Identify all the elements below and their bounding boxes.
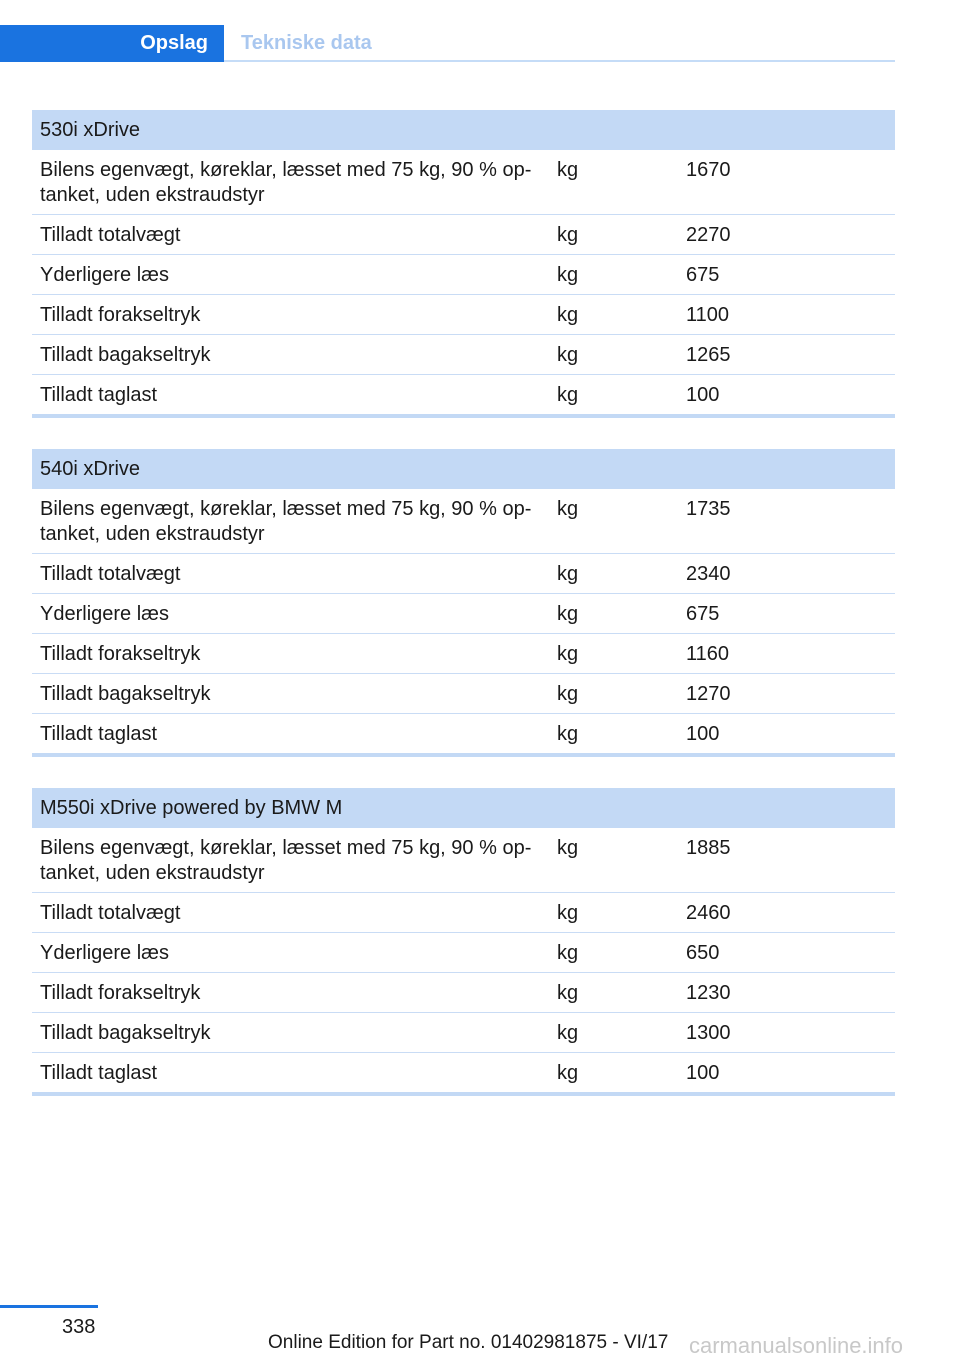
row-unit: kg xyxy=(557,344,579,366)
row-unit: kg xyxy=(557,982,579,1004)
row-unit: kg xyxy=(557,902,579,924)
table-row xyxy=(32,674,895,714)
table-row xyxy=(32,973,895,1013)
row-value: 1735 xyxy=(686,498,731,520)
row-value: 1160 xyxy=(686,643,730,665)
row-unit: kg xyxy=(557,942,579,964)
row-label: Tilladt bagakseltryk xyxy=(40,683,211,705)
table-row xyxy=(32,828,895,893)
row-unit: kg xyxy=(557,1022,579,1044)
row-value: 100 xyxy=(686,723,720,745)
row-unit: kg xyxy=(557,304,579,326)
row-value: 1670 xyxy=(686,159,731,181)
tab-opslag[interactable]: Opslag xyxy=(0,25,224,62)
row-label: Bilens egenvægt, køreklar, læsset med 75 kg, 90 % op-tanket, uden ekstraudstyr xyxy=(40,498,532,545)
row-value: 1885 xyxy=(686,837,731,859)
row-value: 2460 xyxy=(686,902,731,924)
row-label: Tilladt bagakseltryk xyxy=(40,344,211,366)
row-label: Tilladt forakseltryk xyxy=(40,304,201,326)
row-label: Tilladt totalvægt xyxy=(40,563,181,585)
table-row xyxy=(32,335,895,375)
row-value: 675 xyxy=(686,264,720,286)
row-label: Yderligere læs xyxy=(40,603,169,625)
table-row xyxy=(32,714,895,757)
table-row xyxy=(32,1053,895,1096)
row-label: Bilens egenvægt, køreklar, læsset med 75 kg, 90 % op-tanket, uden ekstraudstyr xyxy=(40,159,532,206)
row-label: Tilladt totalvægt xyxy=(40,224,181,246)
row-unit: kg xyxy=(557,159,579,181)
table-row xyxy=(32,375,895,418)
row-unit: kg xyxy=(557,264,579,286)
row-label: Tilladt taglast xyxy=(40,1062,158,1084)
row-value: 1230 xyxy=(686,982,731,1004)
row-unit: kg xyxy=(557,837,579,859)
row-unit: kg xyxy=(557,1062,579,1084)
page-number: 338 xyxy=(62,1316,96,1338)
tab-tekniske-data[interactable]: Tekniske data xyxy=(241,32,372,54)
footer-divider xyxy=(0,1305,98,1308)
table-row xyxy=(32,215,895,255)
row-label: Tilladt bagakseltryk xyxy=(40,1022,211,1044)
row-label: Tilladt taglast xyxy=(40,723,158,745)
row-value: 1270 xyxy=(686,683,731,705)
row-unit: kg xyxy=(557,224,579,246)
table-row xyxy=(32,489,895,554)
table-row xyxy=(32,893,895,933)
row-label: Tilladt forakseltryk xyxy=(40,643,201,665)
row-value: 1100 xyxy=(686,304,730,326)
row-unit: kg xyxy=(557,563,579,585)
row-value: 100 xyxy=(686,1062,720,1084)
table-row xyxy=(32,594,895,634)
row-value: 650 xyxy=(686,942,720,964)
header-divider xyxy=(224,60,895,62)
row-value: 675 xyxy=(686,603,720,625)
spec-table-540i xyxy=(32,449,895,757)
row-value: 1300 xyxy=(686,1022,731,1044)
table-row xyxy=(32,1013,895,1053)
row-unit: kg xyxy=(557,603,579,625)
row-label: Tilladt forakseltryk xyxy=(40,982,201,1004)
table-title: 530i xDrive xyxy=(32,110,895,150)
table-row xyxy=(32,150,895,215)
row-value: 1265 xyxy=(686,344,731,366)
edition-text: Online Edition for Part no. 01402981875 - VI/17 xyxy=(268,1332,669,1353)
spec-table-m550i xyxy=(32,788,895,1096)
table-row xyxy=(32,933,895,973)
row-label: Tilladt taglast xyxy=(40,384,158,406)
row-label: Yderligere læs xyxy=(40,942,169,964)
row-label: Tilladt totalvægt xyxy=(40,902,181,924)
table-title: 540i xDrive xyxy=(32,449,895,489)
row-unit: kg xyxy=(557,498,579,520)
table-title: M550i xDrive powered by BMW M xyxy=(32,788,895,828)
row-value: 2270 xyxy=(686,224,731,246)
row-unit: kg xyxy=(557,723,579,745)
row-unit: kg xyxy=(557,683,579,705)
page-header xyxy=(0,25,895,62)
row-value: 2340 xyxy=(686,563,731,585)
row-value: 100 xyxy=(686,384,720,406)
row-label: Yderligere læs xyxy=(40,264,169,286)
row-unit: kg xyxy=(557,643,579,665)
watermark-logo: carmanualsonline.info xyxy=(689,1333,904,1358)
table-row xyxy=(32,554,895,594)
row-unit: kg xyxy=(557,384,579,406)
table-row xyxy=(32,634,895,674)
table-row xyxy=(32,295,895,335)
table-row xyxy=(32,255,895,295)
row-label: Bilens egenvægt, køreklar, læsset med 75 kg, 90 % op-tanket, uden ekstraudstyr xyxy=(40,837,532,884)
spec-table-530i xyxy=(32,110,895,418)
